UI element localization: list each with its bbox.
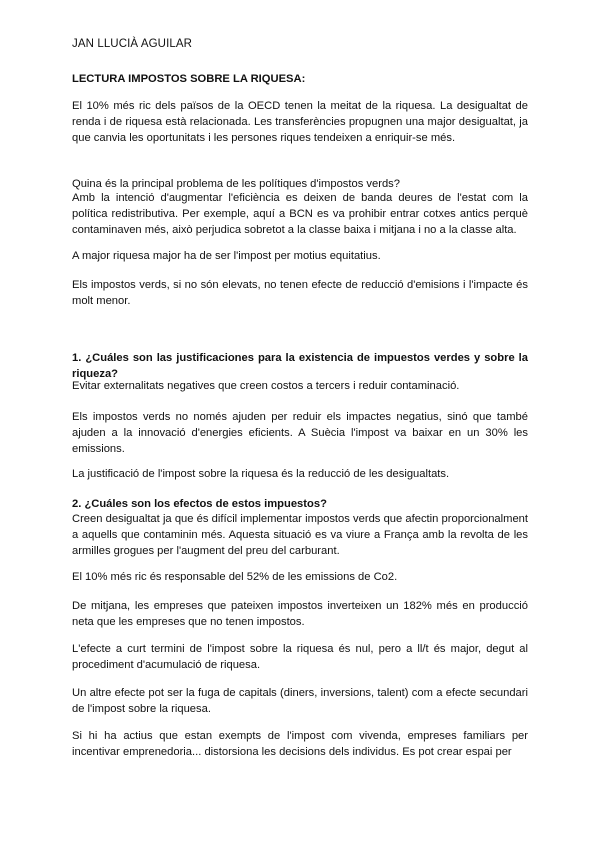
question-1-paragraph-3: La justificació de l'impost sobre la riquesa és la reducció de les desigualtats. — [72, 468, 450, 480]
reading-question: Quina és la principal problema de les polítiques d'impostos verds? — [72, 178, 400, 190]
question-2-paragraph-2: El 10% més ric és responsable del 52% de les emissions de Co2. — [72, 571, 398, 583]
reading-paragraph-1: El 10% més ric dels països de la OECD tenen la meitat de la riquesa. La desigualtat de renda i de riquesa està relacionada. Les transferències propugnen una major desigualtat, ja que canvia les oportunitats i les persones riques tendeixen a enriquir-se més. — [72, 100, 528, 144]
question-2-paragraph-3: De mitjana, les empreses que pateixen impostos inverteixen un 182% més en producció neta que les empreses que no tenen impostos. — [72, 600, 528, 628]
reading-paragraph-4: Els impostos verds, si no són elevats, no tenen efecte de reducció d'emisions i l'impacte és molt menor. — [72, 279, 528, 307]
question-2-heading: 2. ¿Cuáles son los efectos de estos impuestos? — [72, 498, 327, 510]
question-2-paragraph-5: Un altre efecte pot ser la fuga de capitals (diners, inversions, talent) com a efecte secundari de l'impost sobre la riquesa. — [72, 687, 528, 715]
question-1-heading: 1. ¿Cuáles son las justificaciones para la existencia de impuestos verdes y sobre la riqueza? — [72, 352, 528, 380]
question-2-paragraph-6: Si hi ha actius que estan exempts de l'impost com vivenda, empreses familiars per incentivar emprenedoria... distorsiona les decisions dels individus. Es pot crear espai per — [72, 730, 528, 758]
question-2-paragraph-1: Creen desigualtat ja que és difícil implementar impostos verds que afectin proporcionalment a aquells que contaminin més. Aquesta situació es va viure a França amb la revolta de les armilles grogues per l'augment del preu del carburant. — [72, 513, 528, 557]
author-name: JAN LLUCIÀ AGUILAR — [72, 38, 193, 50]
question-2-paragraph-4: L'efecte a curt termini de l'impost sobre la riquesa és nul, pero a ll/t és major, degut al procediment d'acumulació de riquesa. — [72, 643, 528, 671]
question-1-paragraph-1: Evitar externalitats negatives que creen costos a tercers i reduir contaminació. — [72, 380, 460, 392]
question-1-paragraph-2: Els impostos verds no només ajuden per reduir els impactes negatius, sinó que també ajuden a la innovació d'energies eficients. A Suècia l'impost va baixar en un 30% les emissions. — [72, 411, 528, 455]
reading-title: LECTURA IMPOSTOS SOBRE LA RIQUESA: — [72, 73, 306, 85]
reading-paragraph-3: A major riquesa major ha de ser l'impost per motius equitatius. — [72, 250, 381, 262]
reading-paragraph-2: Amb la intenció d'augmentar l'eficiència es deixen de banda deures de l'estat com la política redistributiva. Per exemple, aquí a BCN es va prohibir entrar cotxes antics perquè contaminaven més, això perjudica sobretot a la classe baixa i mitjana i no a la classe alta. — [72, 192, 528, 236]
